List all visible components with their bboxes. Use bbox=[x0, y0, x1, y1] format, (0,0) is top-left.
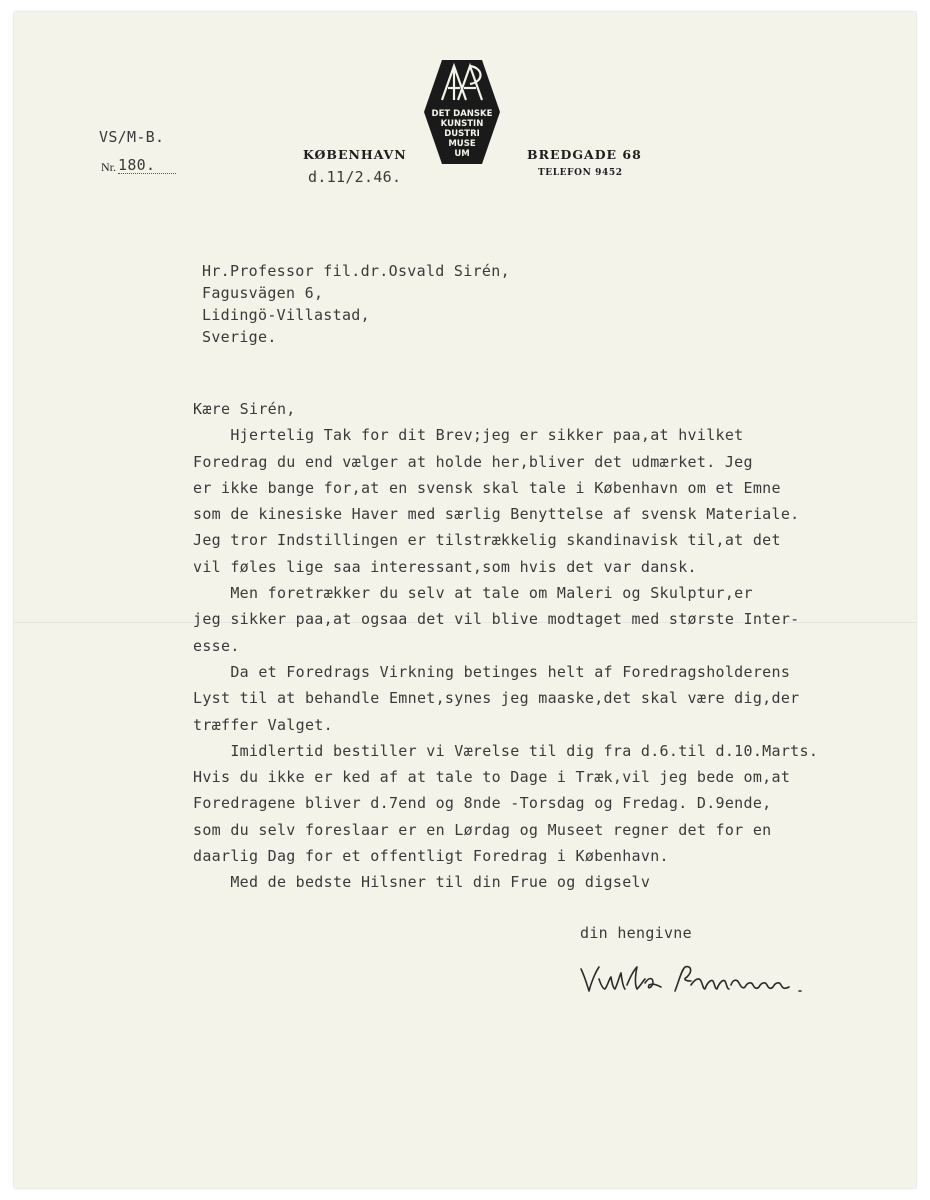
body-line: Hvis du ikke er ked af at tale to Dage i Træk,vil jeg bede om,at bbox=[193, 768, 791, 787]
recipient-line: Fagusvägen 6, bbox=[202, 284, 324, 302]
body-line: Foredrag du end vælger at holde her,bliver det udmærket. Jeg bbox=[193, 452, 753, 471]
body-line: Lyst til at behandle Emnet,synes jeg maaske,det skal være dig,der bbox=[193, 689, 800, 708]
body-line: Jeg tror Indstillingen er tilstrækkelig skandinavisk til,at det bbox=[193, 531, 781, 550]
svg-text:DET DANSKE: DET DANSKE bbox=[431, 109, 493, 119]
svg-text:DUSTRI: DUSTRI bbox=[444, 129, 480, 139]
body-line: Da et Foredrags Virkning betinges helt af Foredragsholderens bbox=[193, 662, 791, 681]
body-line: jeg sikker paa,at ogsaa det vil blive modtaget med største Inter- bbox=[193, 610, 800, 629]
letterhead-street: BREDGADE 68 bbox=[527, 147, 642, 162]
signature-icon bbox=[575, 955, 825, 1005]
body-line: er ikke bange for,at en svensk skal tale i København om et Emne bbox=[193, 478, 781, 497]
svg-text:MUSE: MUSE bbox=[448, 139, 476, 149]
body-line: vil føles lige saa interessant,som hvis det var dansk. bbox=[193, 557, 697, 576]
body-line: træffer Valget. bbox=[193, 715, 333, 734]
closing: din hengivne bbox=[580, 924, 692, 942]
body-line: Men foretrækker du selv at tale om Maleri og Skulptur,er bbox=[193, 584, 753, 603]
reference-code: VS/M-B. bbox=[99, 128, 165, 146]
body-line: Hjertelig Tak for dit Brev;jeg er sikker paa,at hvilket bbox=[193, 426, 744, 445]
body-line: esse. bbox=[193, 636, 240, 655]
body-line: daarlig Dag for et offentligt Foredrag i København. bbox=[193, 847, 669, 866]
recipient-line: Lidingö-Villastad, bbox=[202, 306, 370, 324]
museum-logo-icon bbox=[424, 60, 500, 164]
number-label: Nr. bbox=[101, 160, 116, 174]
body-line: Med de bedste Hilsner til din Frue og digselv bbox=[193, 873, 651, 892]
svg-text:UM: UM bbox=[454, 149, 470, 159]
body-line: Imidlertid bestiller vi Værelse til dig fra d.6.til d.10.Marts. bbox=[193, 741, 819, 760]
svg-text:KUNSTIN: KUNSTIN bbox=[440, 119, 484, 129]
recipient-line: Hr.Professor fil.dr.Osvald Sirén, bbox=[202, 262, 510, 280]
number-value: 180. bbox=[118, 156, 156, 174]
body-line: som de kinesiske Haver med særlig Benyttelse af svensk Materiale. bbox=[193, 505, 800, 524]
letterhead-city: KØBENHAVN bbox=[303, 147, 407, 162]
letter-body bbox=[193, 396, 853, 896]
number-dotted-line bbox=[118, 173, 176, 174]
recipient-line: Sverige. bbox=[202, 328, 277, 346]
body-line: som du selv foreslaar er en Lørdag og Museet regner det for en bbox=[193, 820, 772, 839]
body-line: Foredragene bliver d.7end og 8nde -Torsdag og Fredag. D.9ende, bbox=[193, 794, 772, 813]
salutation: Kære Sirén, bbox=[193, 400, 296, 418]
letterhead-phone: TELEFON 9452 bbox=[538, 168, 623, 178]
letter-date: d.11/2.46. bbox=[308, 168, 402, 186]
